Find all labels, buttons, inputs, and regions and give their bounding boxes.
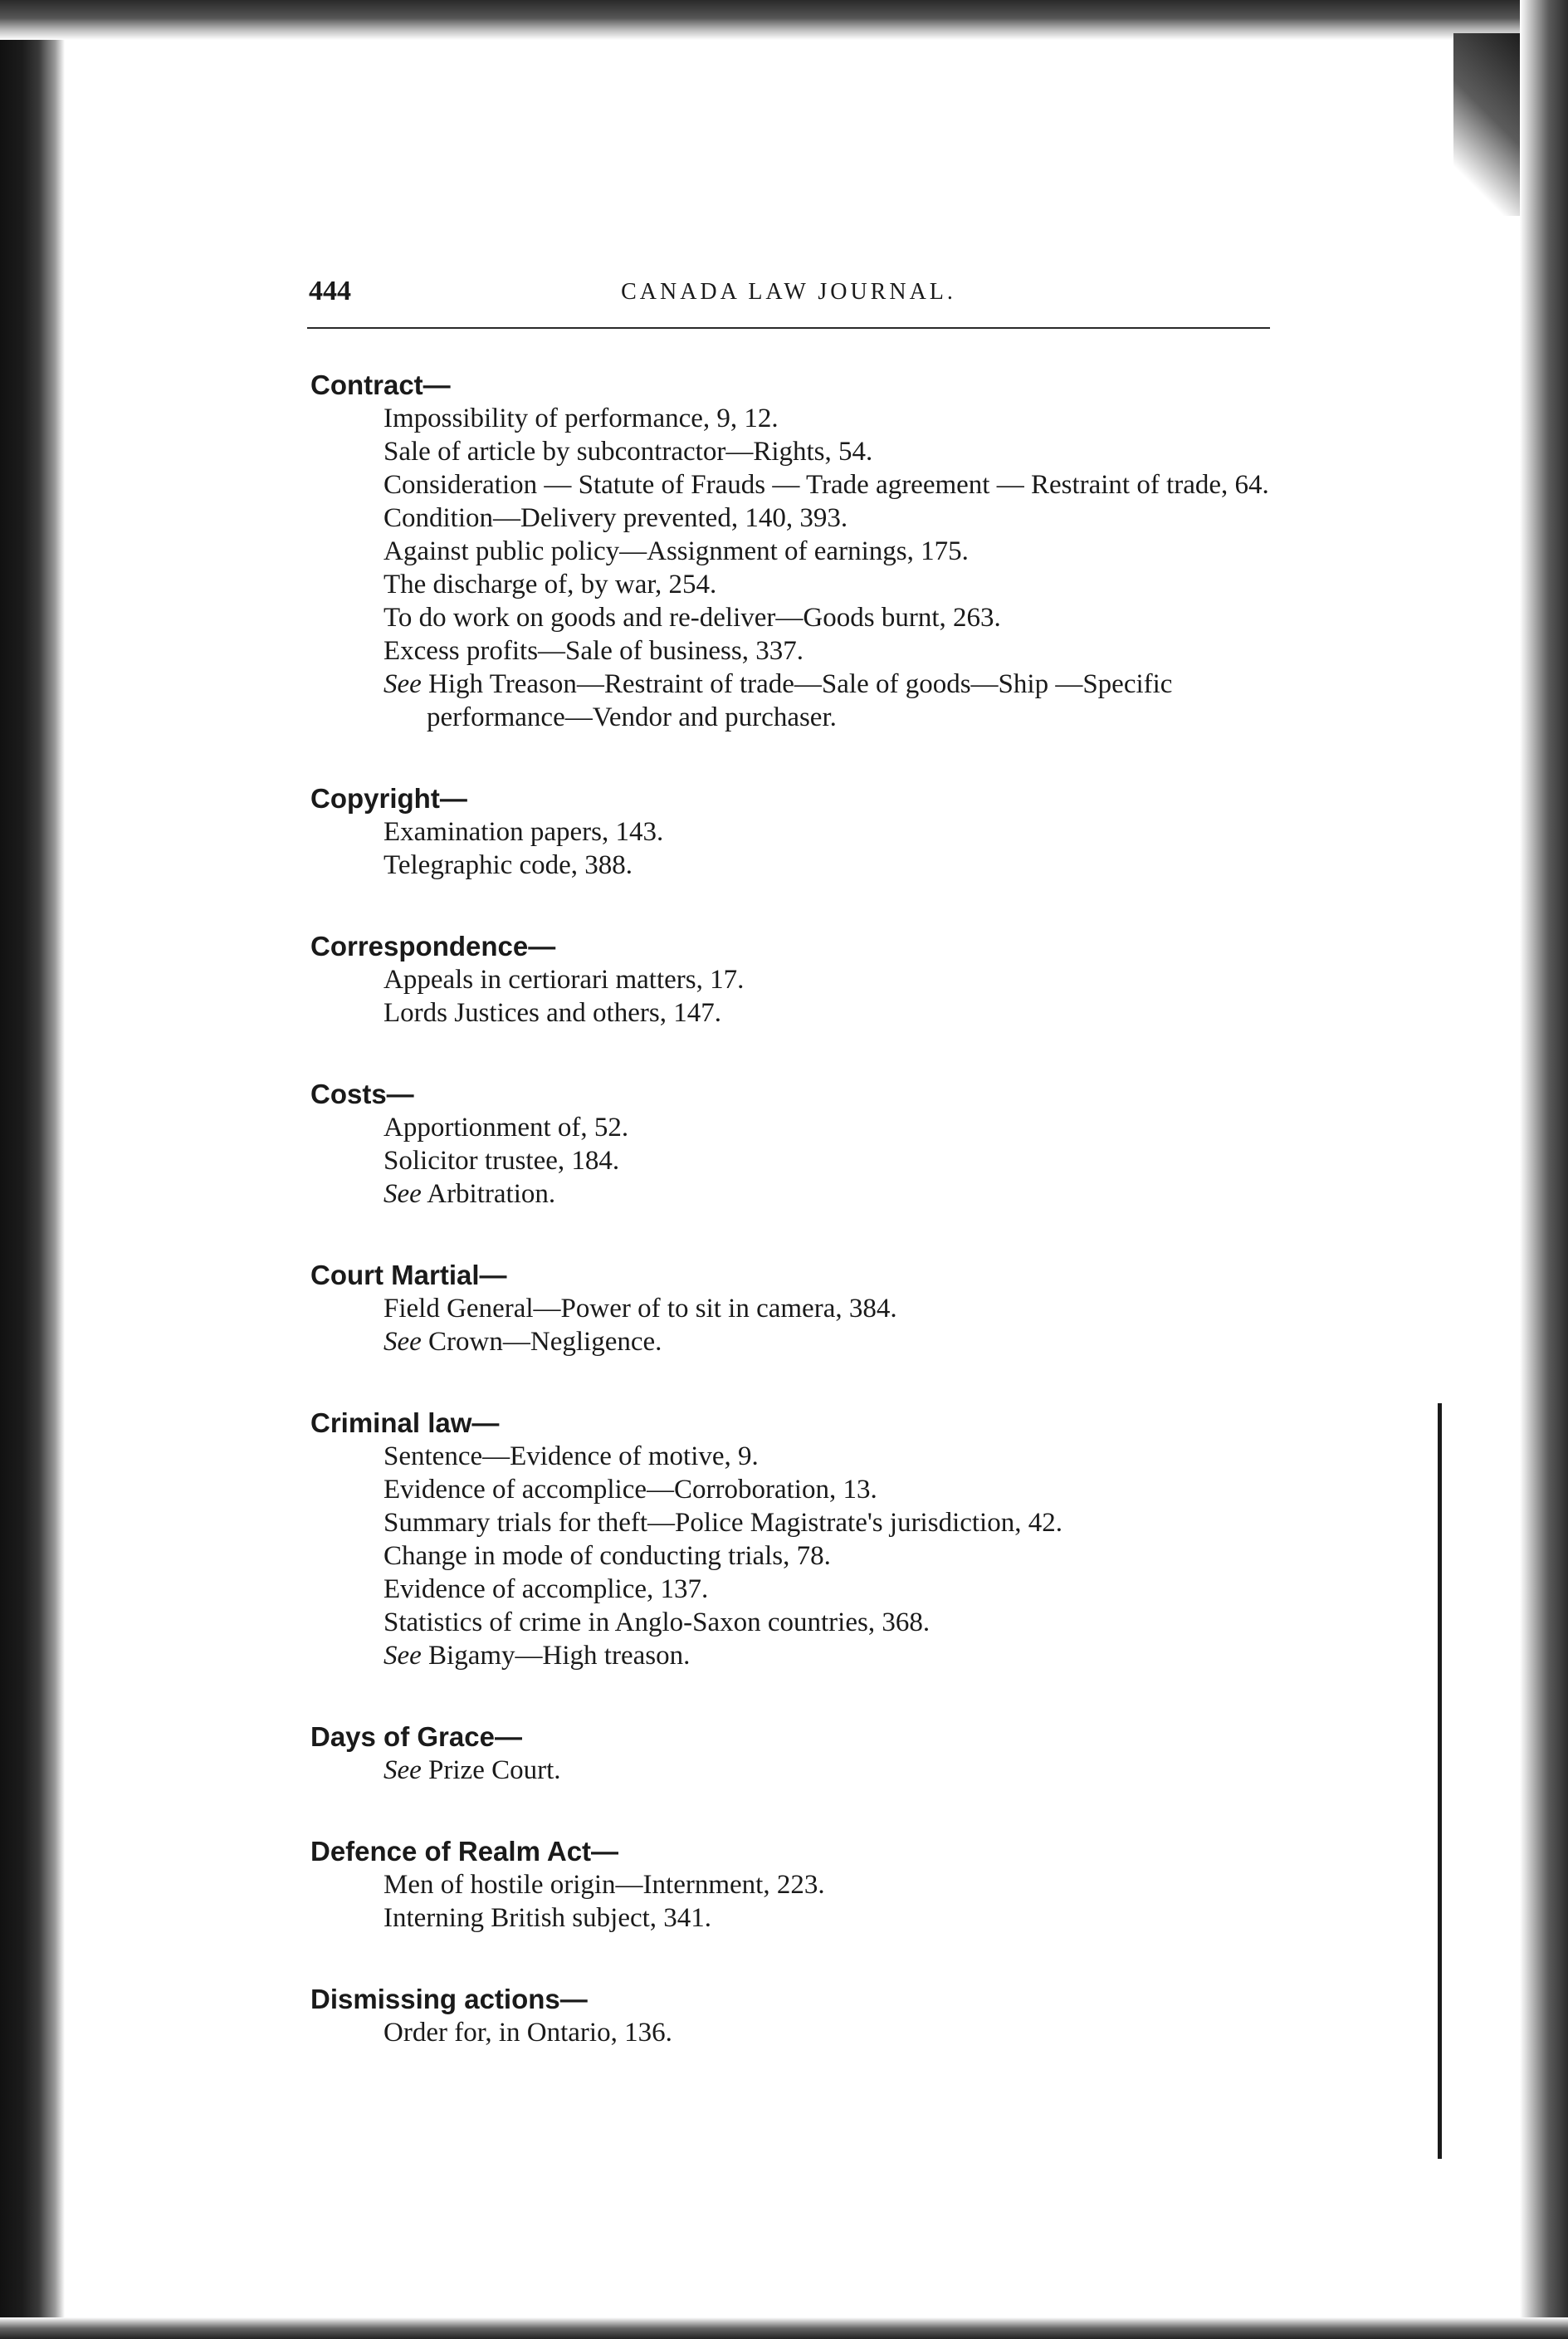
running-head (307, 276, 1270, 309)
subitem-text: Against public policy—Assignment of earnings, 175. (383, 536, 969, 566)
entry-subitem (310, 1754, 1270, 1787)
entry-heading: Contract— (310, 369, 451, 400)
entry-heading: Costs— (310, 1079, 414, 1109)
entry-subitem (310, 435, 1270, 468)
subitem-text: Condition—Delivery prevented, 140, 393. (383, 503, 848, 533)
scan-corner-shadow (1453, 33, 1520, 216)
entry-heading: Dismissing actions— (310, 1984, 588, 2014)
entry-subitem (310, 402, 1270, 435)
entry-subitem (310, 1111, 1270, 1144)
see-reference-label: See (383, 1755, 422, 1785)
entry-subitem (310, 815, 1270, 849)
entry-subitem (310, 601, 1270, 634)
entry-heading: Copyright— (310, 783, 467, 814)
scan-edge-bottom (0, 2317, 1568, 2339)
margin-bar (1438, 1403, 1442, 2159)
subitem-text: Summary trials for theft—Police Magistrate's jurisdiction, 42. (383, 1508, 1062, 1538)
subitem-text: Interning British subject, 341. (383, 1903, 712, 1933)
index-entry (307, 782, 1270, 882)
subitem-text: Field General—Power of to sit in camera, 384. (383, 1294, 897, 1324)
entry-subitem (310, 1473, 1270, 1506)
subitem-text: Bigamy—High treason. (428, 1641, 691, 1671)
scan-edge-left (0, 0, 65, 2339)
subitem-text: Consideration — Statute of Frauds — Trade agreement — Restraint of trade, 64. (383, 470, 1269, 500)
entry-subitem (310, 1506, 1270, 1539)
see-reference-label: See (383, 1327, 422, 1357)
entry-subitem (310, 963, 1270, 996)
subitem-text: Change in mode of conducting trials, 78. (383, 1541, 831, 1571)
subitem-text: Telegraphic code, 388. (383, 850, 633, 880)
entry-subitem (310, 2016, 1270, 2049)
entry-heading: Correspondence— (310, 931, 556, 962)
entry-subitem (310, 1325, 1270, 1358)
subitem-text: To do work on goods and re-deliver—Goods burnt, 263. (383, 603, 1001, 633)
entry-subitem (310, 535, 1270, 568)
entry-subitem (310, 996, 1270, 1030)
page-number: 444 (309, 276, 351, 306)
subitem-text: Excess profits—Sale of business, 337. (383, 636, 804, 666)
subitem-text: Impossibility of performance, 9, 12. (383, 404, 779, 433)
journal-title: CANADA LAW JOURNAL. (621, 279, 956, 305)
entry-heading: Days of Grace— (310, 1721, 522, 1752)
entry-subitem (310, 1292, 1270, 1325)
subitem-text: Solicitor trustee, 184. (383, 1146, 620, 1176)
see-reference-label: See (383, 669, 422, 699)
subitem-text: Apportionment of, 52. (383, 1113, 629, 1143)
subitem-text: Arbitration. (427, 1179, 556, 1209)
entry-subitem (310, 1144, 1270, 1177)
entry-subitem (310, 1440, 1270, 1473)
entry-subitem (310, 1868, 1270, 1901)
entry-subitem (310, 1573, 1270, 1606)
entry-subitem (310, 849, 1270, 882)
index-entry (307, 1259, 1270, 1358)
index-entry (307, 1835, 1270, 1935)
entry-heading: Court Martial— (310, 1260, 507, 1290)
index-entry (307, 369, 1270, 734)
entry-subitem (310, 668, 1270, 734)
subitem-text: Appeals in certiorari matters, 17. (383, 965, 745, 995)
entry-subitem (310, 1606, 1270, 1639)
subitem-text: Examination papers, 143. (383, 817, 664, 847)
subitem-text: Men of hostile origin—Internment, 223. (383, 1870, 825, 1900)
index-entry (307, 1983, 1270, 2049)
subitem-text: Crown—Negligence. (428, 1327, 662, 1357)
subitem-text: Lords Justices and others, 147. (383, 998, 721, 1028)
subitem-text: Sale of article by subcontractor—Rights, 54. (383, 437, 873, 467)
subitem-text: Prize Court. (428, 1755, 561, 1785)
entry-heading: Defence of Realm Act— (310, 1836, 619, 1867)
index-entry (307, 1407, 1270, 1672)
scan-edge-right (1520, 0, 1568, 2339)
index-entry (307, 930, 1270, 1030)
entry-subitem (310, 1177, 1270, 1211)
subitem-text: Statistics of crime in Anglo-Saxon countries, 368. (383, 1607, 931, 1637)
subitem-text: Evidence of accomplice—Corroboration, 13. (383, 1475, 877, 1505)
entry-subitem (310, 634, 1270, 668)
entry-subitem (310, 468, 1270, 502)
subitem-text: The discharge of, by war, 254. (383, 570, 717, 599)
see-reference-label: See (383, 1179, 422, 1209)
entry-subitem (310, 502, 1270, 535)
index-page (307, 276, 1270, 2097)
subitem-text: Sentence—Evidence of motive, 9. (383, 1441, 759, 1471)
index-entry (307, 1078, 1270, 1211)
index-entry (307, 1720, 1270, 1787)
header-rule (307, 327, 1270, 329)
scan-edge-top (0, 0, 1568, 40)
entry-subitem (310, 1639, 1270, 1672)
entry-subitem (310, 1539, 1270, 1573)
entry-heading: Criminal law— (310, 1407, 500, 1438)
subitem-text: High Treason—Restraint of trade—Sale of goods—Ship —Specific performance—Vendor and purchaser. (427, 669, 1173, 732)
entry-subitem (310, 568, 1270, 601)
see-reference-label: See (383, 1641, 422, 1671)
entry-subitem (310, 1901, 1270, 1935)
subitem-text: Evidence of accomplice, 137. (383, 1574, 709, 1604)
subitem-text: Order for, in Ontario, 136. (383, 2018, 672, 2048)
index-entries (307, 369, 1270, 2049)
